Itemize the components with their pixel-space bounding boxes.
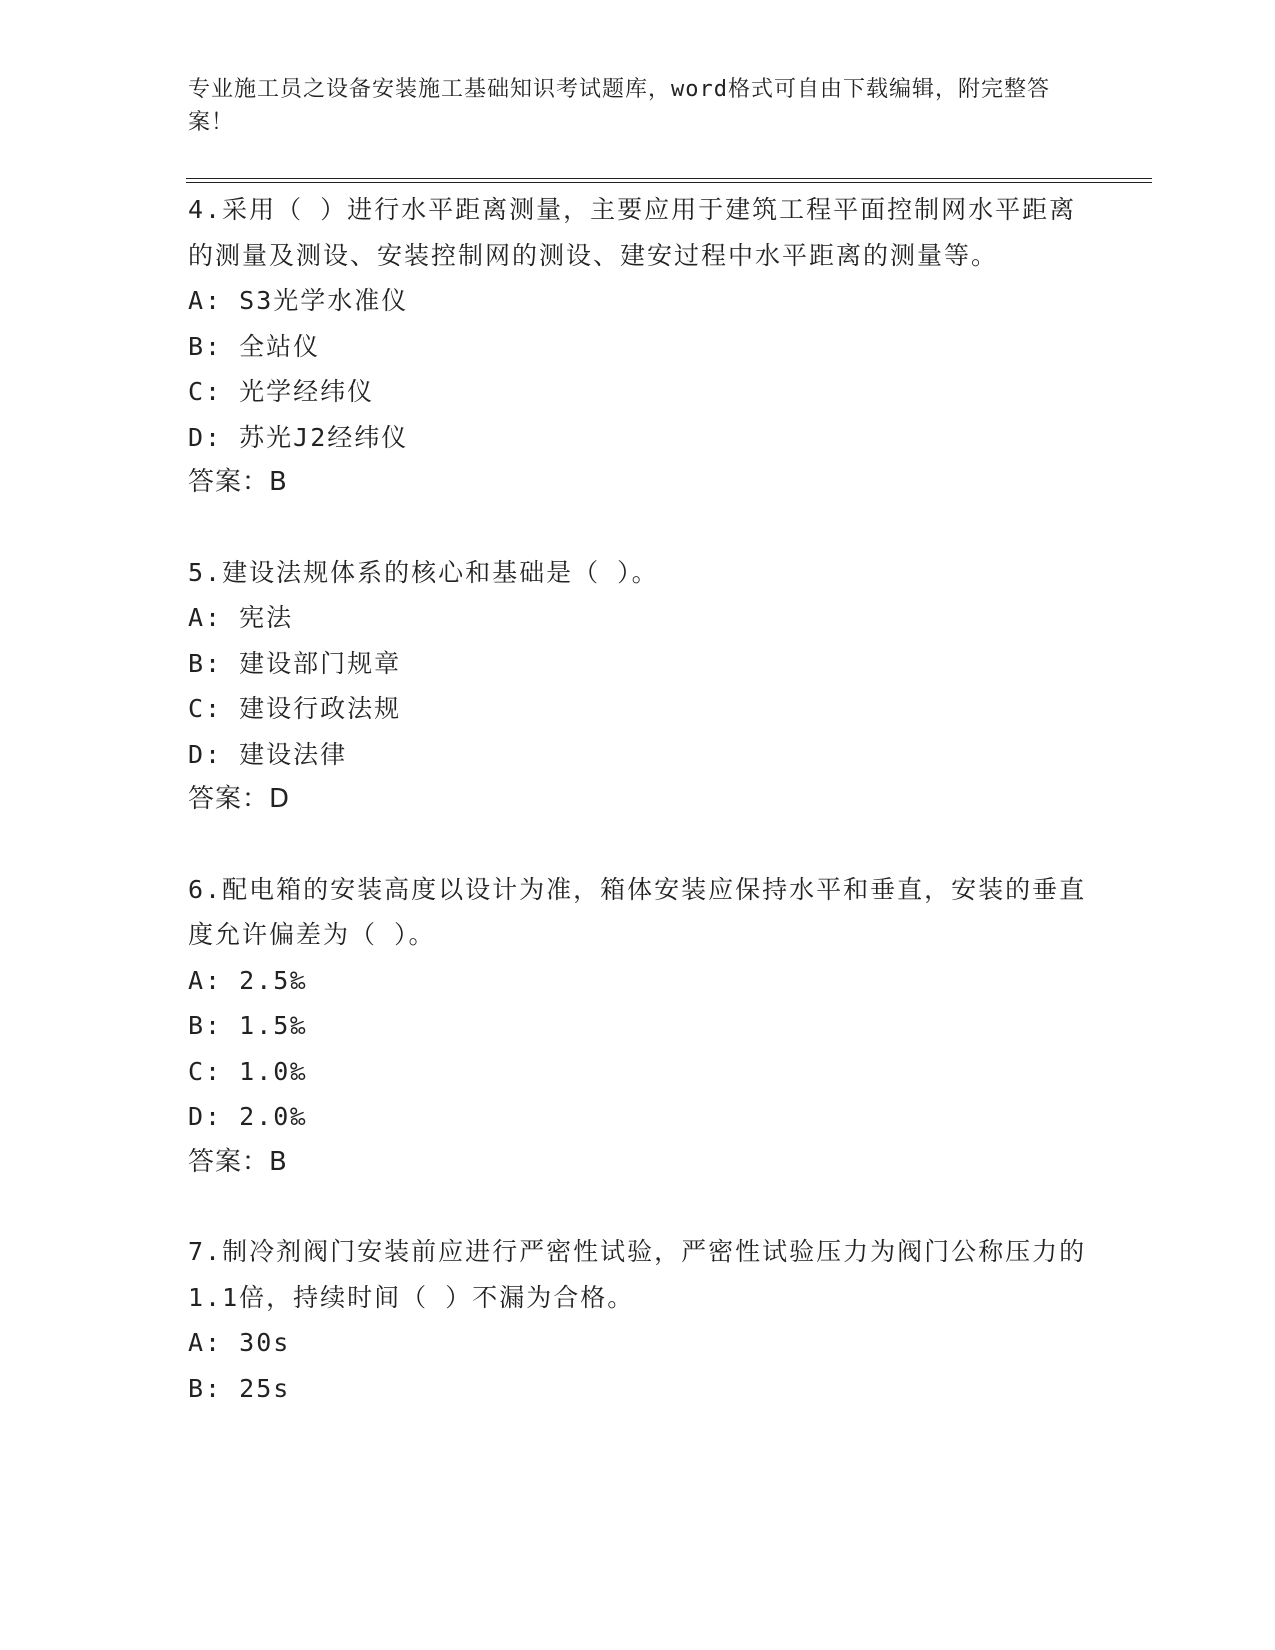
option-a: A: 2.5‰ [188, 965, 308, 995]
option-b: B: 25s [188, 1373, 291, 1403]
option-b: B: 全站仪 [188, 331, 321, 361]
option-b: B: 1.5‰ [188, 1011, 308, 1040]
question-text: 4.采用（ ）进行水平距离测量，主要应用于建筑工程平面控制网水平距离的测量及测设、安装控制网的测设、建安过程中水平距离的测量等。 [188, 195, 1077, 270]
option-d: D: 建设法律 [188, 739, 348, 769]
option-a: A: 宪法 [188, 603, 294, 632]
option-b: B: 建设部门规章 [188, 648, 402, 678]
header-divider-top [186, 178, 1152, 179]
answer-label: 答案：B [188, 467, 288, 497]
question-5 [188, 550, 1088, 823]
option-d: D: 苏光J2经纬仪 [188, 422, 409, 452]
document-header: 专业施工员之设备安装施工基础知识考试题库，word格式可自由下载编辑，附完整答案！ [188, 77, 1050, 135]
question-7 [188, 1229, 1088, 1411]
option-d: D: 2.0‰ [188, 1102, 308, 1131]
option-c: C: 1.0‰ [188, 1056, 308, 1086]
question-text: 6.配电箱的安装高度以设计为准，箱体安装应保持水平和垂直，安装的垂直度允许偏差为（ ）。 [188, 874, 1087, 949]
option-c: C: 建设行政法规 [188, 694, 402, 723]
question-4 [188, 187, 1088, 506]
question-6 [188, 867, 1088, 1186]
answer-label: 答案：D [188, 784, 291, 814]
option-c: C: 光学经纬仪 [188, 377, 375, 406]
question-text: 7.制冷剂阀门安装前应进行严密性试验，严密性试验压力为阀门公称压力的1.1倍，持续时间（ ）不漏为合格。 [188, 1237, 1087, 1312]
question-list [188, 187, 1088, 1411]
option-a: A: 30s [188, 1328, 291, 1357]
answer-label: 答案：B [188, 1146, 288, 1177]
header-divider-bottom [186, 182, 1152, 183]
option-a: A: S3光学水准仪 [188, 286, 409, 315]
question-text: 5.建设法规体系的核心和基础是（ ）。 [188, 557, 659, 587]
